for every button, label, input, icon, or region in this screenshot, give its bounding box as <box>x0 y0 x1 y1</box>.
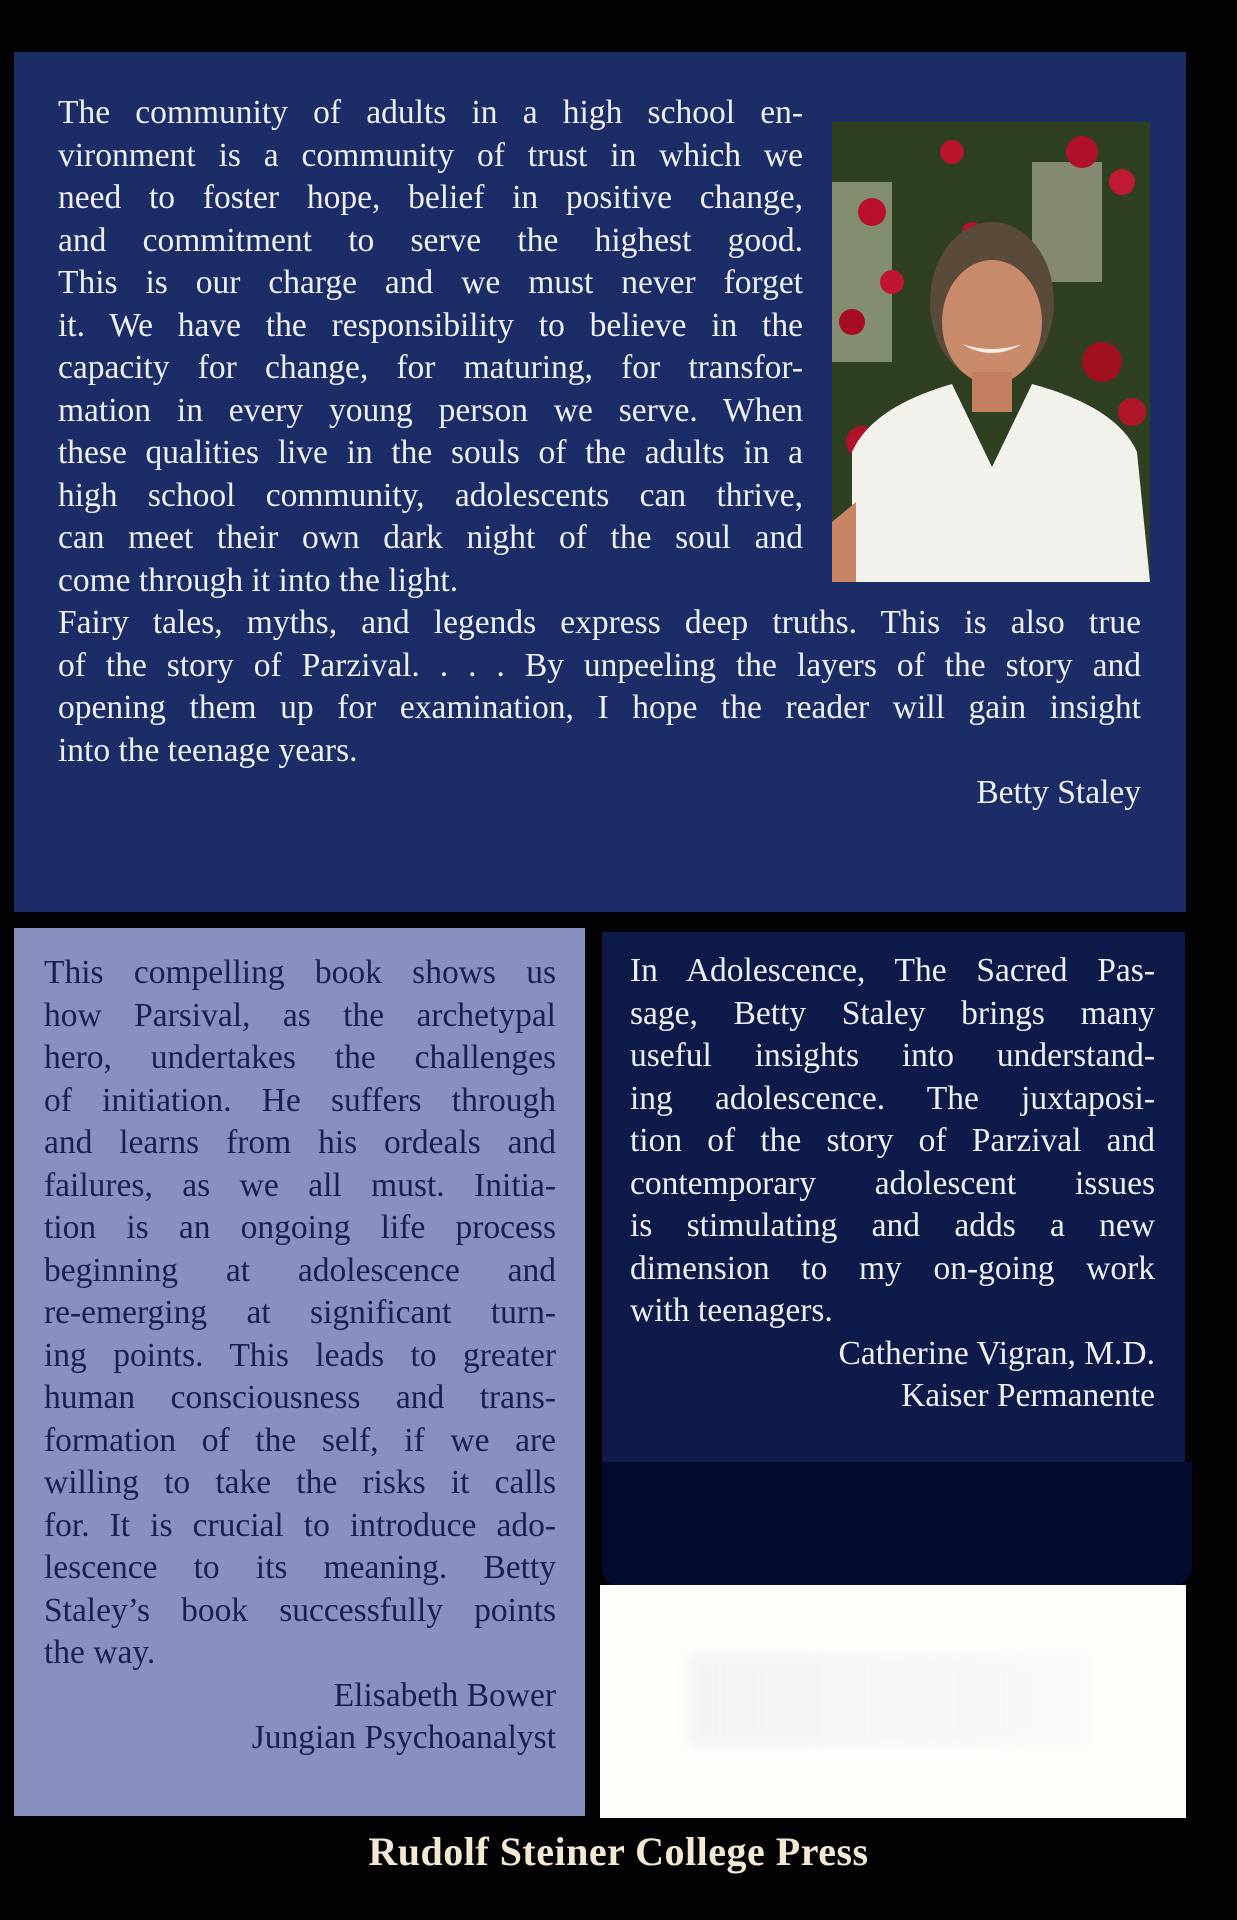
author-photo <box>832 122 1150 582</box>
text-line: In Adolescence, The Sacred Pas- <box>630 952 1155 989</box>
text-line: for. It is crucial to introduce ado- <box>44 1506 556 1544</box>
text-line: This is our charge and we must never forget <box>58 264 803 301</box>
text-line: ing points. This leads to greater <box>44 1336 556 1374</box>
text-line: The community of adults in a high school en- <box>58 94 803 131</box>
text-line: of initiation. He suffers through <box>44 1081 556 1119</box>
barcode-area <box>600 1585 1186 1818</box>
text-line: can meet their own dark night of the soul and <box>58 519 803 556</box>
text-line: with teenagers. <box>630 1292 833 1329</box>
text-line: hero, undertakes the challenges <box>44 1039 556 1076</box>
text-line: how Parsival, as the archetypal <box>44 996 556 1034</box>
attribution-name: Catherine Vigran, M.D. <box>838 1334 1155 1372</box>
testimonial-vigran <box>630 950 1155 1418</box>
author-quote-paragraph-1 <box>58 92 803 602</box>
attribution-name: Elisabeth Bower <box>333 1676 556 1714</box>
author-signature: Betty Staley <box>976 774 1141 811</box>
text-line: beginning at adolescence and <box>44 1251 556 1289</box>
text-line: lescence to its meaning. Betty <box>44 1549 556 1586</box>
text-line: sage, Betty Staley brings many <box>630 994 1155 1032</box>
text-line: human consciousness and trans- <box>44 1379 556 1416</box>
text-line: it. We have the responsibility to believe in the <box>58 306 803 344</box>
publisher-name: Rudolf Steiner College Press <box>368 1829 869 1874</box>
text-line: ing adolescence. The juxtaposi- <box>630 1079 1155 1117</box>
text-line: opening them up for examination, I hope the reader will gain insight <box>58 689 1141 726</box>
text-line: mation in every young person we serve. When <box>58 391 803 429</box>
text-line: into the teenage years. <box>58 731 358 769</box>
text-line: tion is an ongoing life process <box>44 1209 556 1246</box>
text-line: Staley’s book successfully points <box>44 1591 556 1629</box>
text-line: This compelling book shows us <box>44 954 556 991</box>
text-line: failures, as we all must. Initia- <box>44 1166 556 1204</box>
text-line: formation of the self, if we are <box>44 1421 556 1459</box>
barcode-placeholder <box>690 1655 1090 1745</box>
text-line: willing to take the risks it calls <box>44 1464 556 1501</box>
text-line: and learns from his ordeals and <box>44 1124 556 1161</box>
text-line: the way. <box>44 1634 156 1671</box>
text-line: vironment is a community of trust in which we <box>58 136 803 174</box>
text-line: dimension to my on-going work <box>630 1249 1155 1287</box>
text-line: useful insights into understand- <box>630 1037 1155 1074</box>
text-line: need to foster hope, belief in positive change, <box>58 179 803 216</box>
text-line: high school community, adolescents can thrive, <box>58 476 803 514</box>
author-quote-paragraph-2 <box>58 602 1141 772</box>
text-line: come through it into the light. <box>58 561 459 599</box>
testimonial-bower <box>44 952 556 1760</box>
text-line: and commitment to serve the highest good. <box>58 221 803 259</box>
text-line: tion of the story of Parzival and <box>630 1122 1155 1159</box>
text-line: contemporary adolescent issues <box>630 1164 1155 1202</box>
dark-navy-block <box>602 1462 1192 1587</box>
text-line: of the story of Parzival. . . . By unpeeling the layers of the story and <box>58 646 1141 684</box>
text-line: re-emerging at significant turn- <box>44 1294 556 1331</box>
text-line: Fairy tales, myths, and legends express deep truths. This is also true <box>58 604 1141 641</box>
text-line: these qualities live in the souls of the adults in a <box>58 434 803 471</box>
attribution-title: Jungian Psychoanalyst <box>251 1719 556 1756</box>
text-line: capacity for change, for maturing, for transfor- <box>58 349 803 386</box>
text-line: is stimulating and adds a new <box>630 1207 1155 1244</box>
attribution-title: Kaiser Permanente <box>901 1377 1155 1414</box>
